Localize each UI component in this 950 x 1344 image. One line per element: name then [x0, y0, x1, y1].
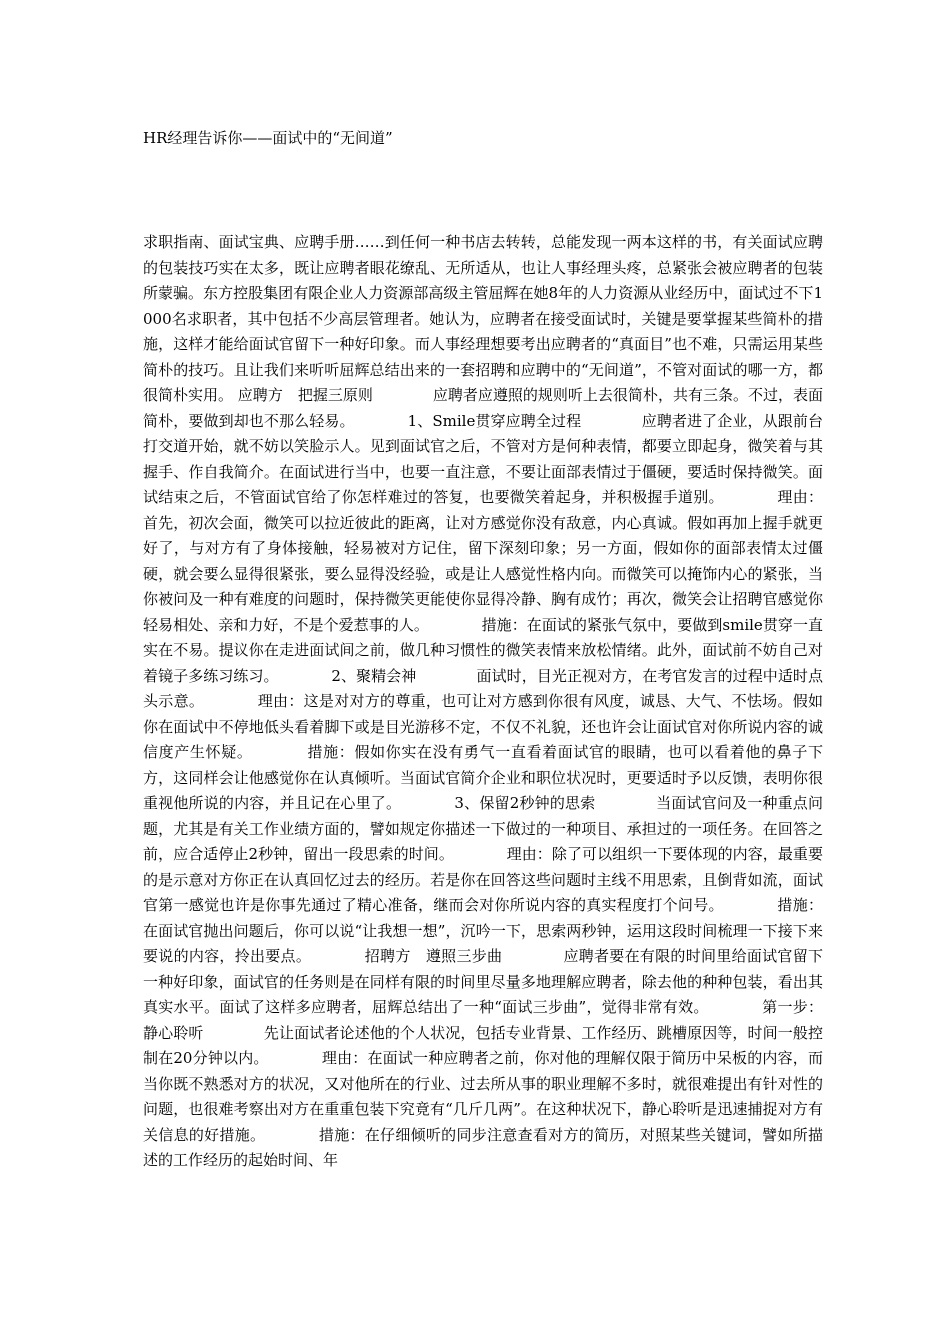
document-body-text: 求职指南、面试宝典、应聘手册……到任何一种书店去转转，总能发现一两本这样的书，有关面试应聘的包装技巧实在太多，既让应聘者眼花缭乱、无所适从，也让人事经理头疼，总紧张会被应聘者的包装所蒙骗。东方控股集团有限企业人力资源部高级主管屈辉在她8年的人力资源从业经历中，面试过不下1000名求职者，其中包括不少高层管理者。她认为，应聘者在接受面试时，关键是要掌握某些简朴的措施，这样才能给面试官留下一种好印象。而人事经理想要考出应聘者的“真面目”也不难，只需运用某些简朴的技巧。且让我们来听听屈辉总结出来的一套招聘和应聘中的“无间道”，不管对面试的哪一方，都很简朴实用。 应聘方 把握三原则 应聘者应遵照的规则听上去很简朴，共有三条。不过，表面简朴，要做到却也不那么轻易。 1、Smile贯穿应聘全过程 应聘者进了企业，从跟前台打交道开始，就不妨以笑脸示人。见到面试官之后，不管对方是何种表情，都要立即起身，微笑着与其握手、作自我简介。在面试进行当中，也要一直注意，不要让面部表情过于僵硬，要适时保持微笑。面试结束之后，不管面试官给了你怎样难过的答复，也要微笑着起身，并积极握手道别。 理由：首先，初次会面，微笑可以拉近彼此的距离，让对方感觉你没有敌意，内心真诚。假如再加上握手就更好了，与对方有了身体接触，轻易被对方记住，留下深刻印象；另一方面，假如你的面部表情太过僵硬，就会要么显得很紧张，要么显得没经验，或是让人感觉性格内向。而微笑可以掩饰内心的紧张，当你被问及一种有难度的问题时，保持微笑更能使你显得冷静、胸有成竹；再次，微笑会让招聘官感觉你轻易相处、亲和力好，不是个爱惹事的人。 措施：在面试的紧张气氛中，要做到smile贯穿一直实在不易。提议你在走进面试间之前，做几种习惯性的微笑表情来放松情绪。此外，面试前不妨自己对着镜子多练习练习。 2、聚精会神 面试时，目光正视对方，在考官发言的过程中适时点头示意。 理由：这是对对方的尊重，也可让对方感到你很有风度，诚恳、大气、不怯场。假如你在面试中不停地低头看着脚下或是目光游移不定，不仅不礼貌，还也许会让面试官对你所说内容的诚信度产生怀疑。 措施：假如你实在没有勇气一直看着面试官的眼睛，也可以看着他的鼻子下方，这同样会让他感觉你在认真倾听。当面试官简介企业和职位状况时，更要适时予以反馈，表明你很重视他所说的内容，并且记在心里了。 3、保留2秒钟的思索 当面试官问及一种重点问题，尤其是有关工作业绩方面的，譬如规定你描述一下做过的一种项目、承担过的一项任务。在回答之前，应合适停止2秒钟，留出一段思索的时间。 理由：除了可以组织一下要体现的内容，最重要的是示意对方你正在认真回忆过去的经历。若是你在回答这些问题时主线不用思索，且倒背如流，面试官第一感觉也许是你事先通过了精心准备，继而会对你所说内容的真实程度打个问号。 措施：在面试官抛出问题后，你可以说“让我想一想”，沉吟一下，思索两秒钟，运用这段时间梳理一下接下来要说的内容，拎出要点。 招聘方 遵照三步曲 应聘者要在有限的时间里给面试官留下一种好印象，面试官的任务则是在同样有限的时间里尽量多地理解应聘者，除去他的种种包装，看出其真实水平。面试了这样多应聘者，屈辉总结出了一种“面试三步曲”，觉得非常有效。 第一步：静心聆听 先让面试者论述他的个人状况，包括专业背景、工作经历、跳槽原因等，时间一般控制在20分钟以内。 理由：在面试一种应聘者之前，你对他的理解仅限于简历中呆板的内容，而当你既不熟悉对方的状况，又对他所在的行业、过去所从事的职业理解不多时，就很难提出有针对性的问题，也很难考察出对方在重重包装下究竟有“几斤几两”。在这种状况下，静心聆听是迅速捕捉对方有关信息的好措施。 措施：在仔细倾听的同步注意查看对方的简历，对照某些关键词，譬如所描述的工作经历的起始时间、年 [143, 233, 823, 1169]
document-title: HR经理告诉你——面试中的“无间道” [143, 129, 393, 147]
